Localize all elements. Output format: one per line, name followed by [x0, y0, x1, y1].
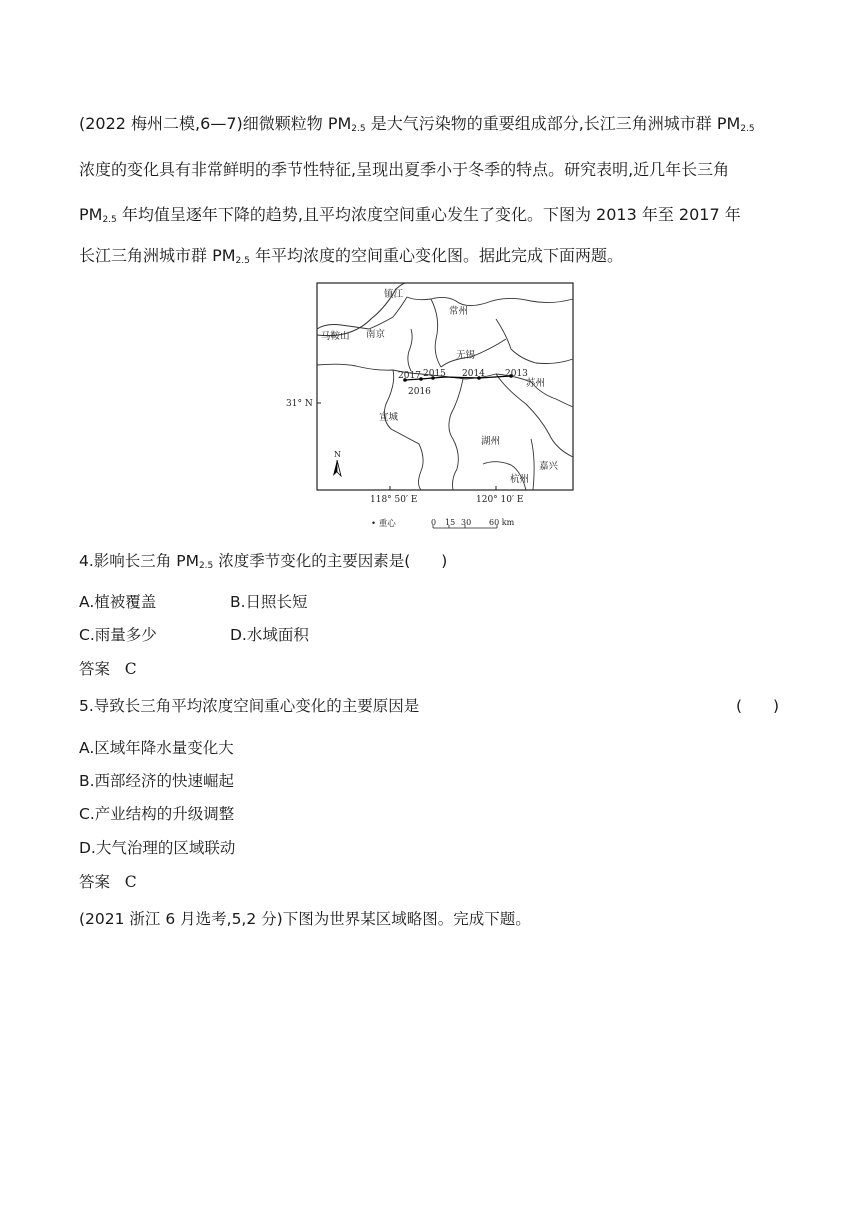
q5-answer-paren: ( )	[736, 697, 780, 715]
label-jiaxing: 嘉兴	[539, 461, 559, 472]
label-huzhou: 湖州	[481, 436, 501, 447]
scale-label-60: 60 km	[489, 518, 515, 527]
label-maanshan: 马鞍山	[321, 331, 350, 342]
passage-line-1: (2022 梅州二模,6—7)细微颗粒物 $PM_{2.5}$ 是大气污染物的重要组成部分,长江三角洲城市群 $PM_{2.5}$	[79, 114, 755, 134]
q4-option-a: A.植被覆盖	[79, 593, 157, 611]
q5-stem: 5.导致长三角平均浓度空间重心变化的主要原因是	[79, 697, 420, 715]
q5-option-d: D.大气治理的区域联动	[79, 839, 236, 857]
year-2014: 2014	[462, 369, 485, 379]
pm25-centroid-map	[281, 279, 581, 531]
next-question-intro: (2021 浙江 6 月选考,5,2 分)下图为世界某区域略图。完成下题。	[79, 910, 531, 928]
latitude-label: 31° N	[286, 399, 313, 409]
q4-answer: 答案 C	[79, 660, 137, 678]
longitude-left-label: 118° 50′ E	[370, 495, 418, 505]
year-2016: 2016	[408, 387, 431, 397]
q4-option-d: D.水域面积	[230, 626, 309, 644]
q5-option-b: B.西部经济的快速崛起	[79, 772, 235, 790]
label-xuancheng: 宣城	[379, 412, 399, 423]
q5-answer: 答案 C	[79, 873, 137, 891]
label-nanjing: 南京	[366, 329, 386, 340]
north-label: N	[334, 450, 341, 459]
year-2017: 2017	[398, 371, 421, 381]
passage-line-3: $PM_{2.5}$ 年均值呈逐年下降的趋势,且平均浓度空间重心发生了变化。下图为 2013 年至 2017 年	[79, 205, 741, 225]
year-2013: 2013	[505, 369, 528, 379]
label-changzhou: 常州	[449, 306, 469, 317]
year-2015: 2015	[423, 369, 446, 379]
q4-option-b: B.日照长短	[230, 593, 308, 611]
label-suzhou: 苏州	[526, 378, 546, 389]
q4-option-c: C.雨量多少	[79, 626, 157, 644]
passage-line-4: 长江三角洲城市群 $PM_{2.5}$ 年平均浓度的空间重心变化图。据此完成下面两题。	[79, 246, 623, 266]
legend-centroid: • 重心	[371, 519, 396, 529]
q4-stem: 4.影响长三角 $PM_{2.5}$ 浓度季节变化的主要因素是( )	[79, 552, 448, 571]
q5-option-a: A.区域年降水量变化大	[79, 739, 234, 757]
scale-label-15: 15	[445, 518, 456, 527]
q5-option-c: C.产业结构的升级调整	[79, 805, 235, 823]
label-zhenjiang: 镇江	[384, 289, 404, 300]
label-wuxi: 无锡	[456, 350, 476, 361]
longitude-right-label: 120° 10′ E	[476, 495, 524, 505]
scale-label-30: 30	[461, 518, 472, 527]
passage-line-2: 浓度的变化具有非常鲜明的季节性特征,呈现出夏季小于冬季的特点。研究表明,近几年长三角	[79, 160, 730, 179]
map-svg	[281, 279, 581, 531]
scale-label-0: 0	[431, 518, 437, 527]
label-hangzhou: 杭州	[510, 474, 530, 485]
scale-bar	[431, 518, 515, 528]
